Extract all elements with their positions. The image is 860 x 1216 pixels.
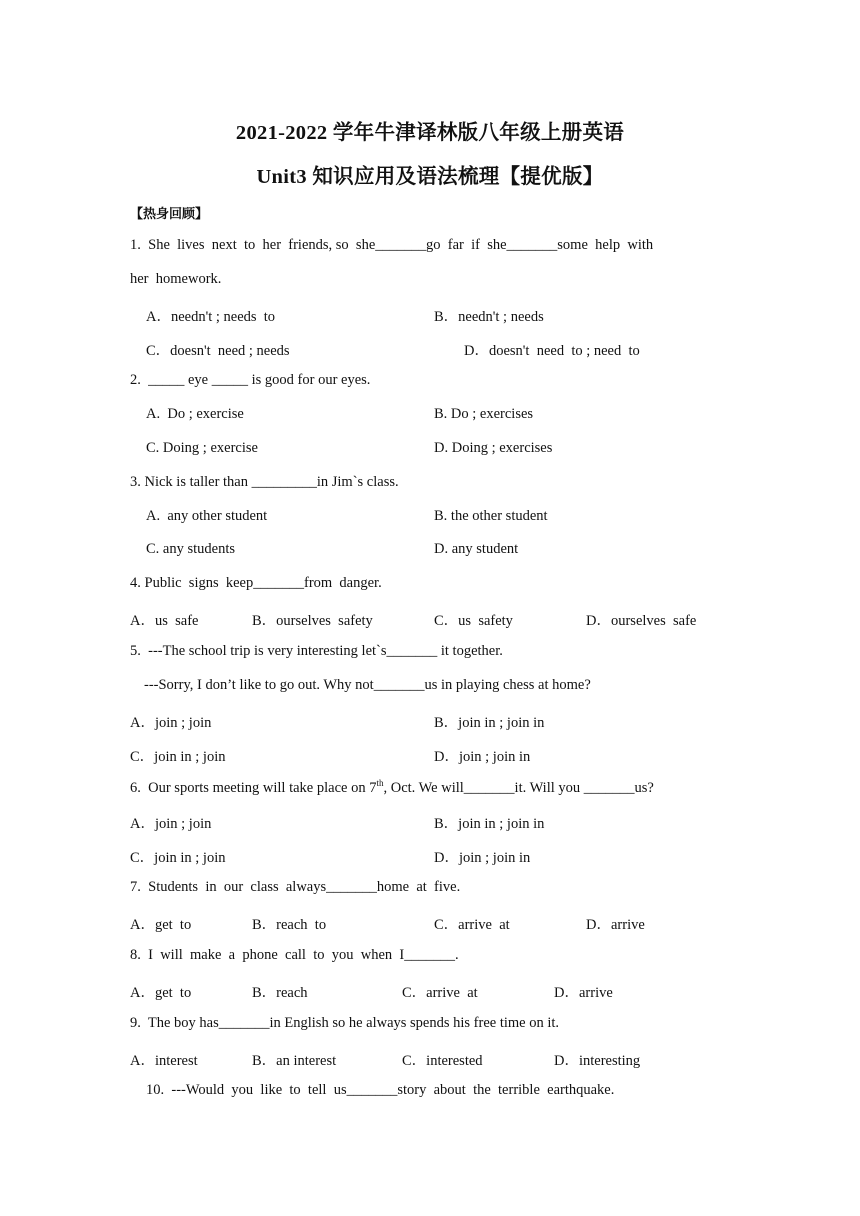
question-9-option-d: D．interesting [554,1053,641,1069]
question-2-stem: 2. _____ eye _____ is good for our eyes. [130,372,371,388]
question-10-stem: 10. ---Would you like to tell us_______story about the terrible earthquake. [146,1082,615,1098]
question-6-stem-post: , Oct. We will_______it. Will you _______us? [383,779,654,796]
question-9-option-a: A．interest [130,1053,198,1069]
question-6-option-d: D．join ; join in [434,850,531,866]
question-3-option-a: A. any other student [146,508,268,524]
question-7-option-c: C．arrive at [434,917,510,933]
question-3-option-b: B. the other student [434,508,548,524]
question-5-option-a: A．join ; join [130,715,212,731]
question-4-option-c: C．us safety [434,613,513,629]
question-5-option-c: C．join in ; join [130,749,226,765]
question-9-option-c: C．interested [402,1053,483,1069]
question-3-stem: 3. Nick is taller than _________in Jim`s class. [130,474,399,490]
question-3-option-d: D. any student [434,541,519,557]
question-1-stem: 1. She lives next to her friends, so she_______go far if she_______some help with [130,237,654,253]
question-5-stem: 5. ---The school trip is very interesting let`s_______ it together. [130,643,503,659]
question-8-option-c: C．arrive at [402,985,478,1001]
question-5-stem-cont: ---Sorry, I don’t like to go out. Why not_______us in playing chess at home? [144,677,591,693]
question-1-option-d: D．doesn't need to ; need to [464,343,640,359]
question-7-stem: 7. Students in our class always_______home at five. [130,879,461,895]
question-6-option-c: C．join in ; join [130,850,226,866]
question-9-option-b: B．an interest [252,1053,337,1069]
question-1-option-a: A．needn't ; needs to [146,309,276,325]
question-5-option-b: B．join in ; join in [434,715,545,731]
question-8-option-d: D．arrive [554,985,613,1001]
document-title-line-2: Unit3 知识应用及语法梳理【提优版】 [256,166,604,188]
question-1-stem-cont: her homework. [130,271,222,287]
question-4-option-d: D．ourselves safe [586,613,697,629]
question-2-option-b: B. Do ; exercises [434,406,534,422]
question-6-option-b: B．join in ; join in [434,816,545,832]
question-7-option-a: A．get to [130,917,192,933]
question-4-option-b: B．ourselves safety [252,613,373,629]
question-2-option-c: C. Doing ; exercise [146,440,258,456]
question-4-option-a: A．us safe [130,613,199,629]
question-1-option-b: B．needn't ; needs [434,309,544,325]
question-8-option-b: B．reach [252,985,308,1001]
question-9-stem: 9. The boy has_______in English so he always spends his free time on it. [130,1015,560,1031]
question-2-option-d: D. Doing ; exercises [434,440,553,456]
question-5-option-d: D．join ; join in [434,749,531,765]
question-3-option-c: C. any students [146,541,236,557]
question-6-stem-sup: th [376,778,384,788]
question-6-stem-pre: 6. Our sports meeting will take place on 7 [130,779,377,796]
question-6-stem [130,778,654,797]
document-title-line-1: 2021-2022 学年牛津译林版八年级上册英语 [235,122,625,144]
question-8-stem: 8. I will make a phone call to you when I_______. [130,947,459,963]
question-4-stem: 4. Public signs keep_______from danger. [130,575,382,591]
question-7-option-b: B．reach to [252,917,327,933]
question-7-option-d: D．arrive [586,917,645,933]
question-6-option-a: A．join ; join [130,816,212,832]
question-2-option-a: A. Do ; exercise [146,406,244,422]
question-1-option-c: C．doesn't need ; needs [146,343,290,359]
section-label: 【热身回顾】 [130,207,209,222]
question-8-option-a: A．get to [130,985,192,1001]
